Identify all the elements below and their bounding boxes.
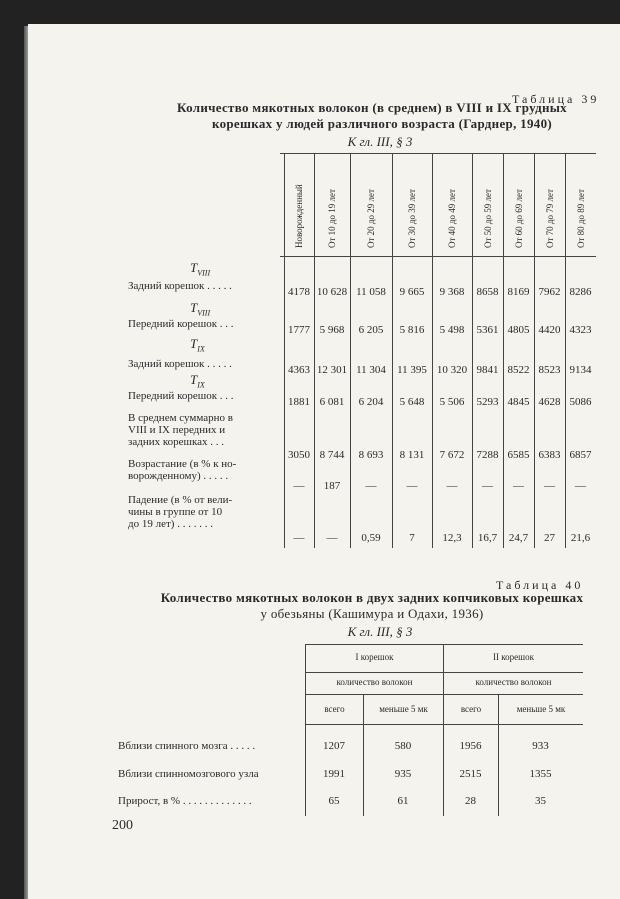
table-cell: — <box>406 480 418 492</box>
table-cell: 935 <box>394 768 412 780</box>
table-39-header-rule <box>280 256 596 257</box>
table-40-head-small2: меньше 5 мк <box>516 704 566 714</box>
table-40-top-rule <box>305 644 583 645</box>
table-cell: 12 301 <box>316 364 348 376</box>
row-label: Вблизи спинного мозга . . . . . <box>118 740 256 752</box>
table-cell: 16,7 <box>477 532 498 544</box>
table-cell: 6 081 <box>319 396 345 408</box>
table-39-caption-line1: Количество мякотных волокон (в среднем) в VIII и IX грудных <box>177 100 567 115</box>
table-cell: 61 <box>397 795 409 807</box>
row-label: Прирост, в % . . . . . . . . . . . . . <box>118 795 252 807</box>
table-cell: — <box>544 480 555 492</box>
table-40-divider-mid <box>443 644 444 816</box>
table-cell: 8 131 <box>399 449 425 461</box>
table-40-divider-0 <box>305 644 306 816</box>
table-cell: 8 744 <box>319 449 345 461</box>
table-40-head-small1: меньше 5 мк <box>379 704 428 714</box>
table-cell: 933 <box>532 740 549 752</box>
row-label: В среднем суммарно в <box>128 412 233 424</box>
table-cell: 4363 <box>288 364 310 376</box>
table-cell: 8286 <box>569 286 592 298</box>
table-40-number: Таблица 40 <box>496 578 584 592</box>
row-label: чины в группе от 10 <box>128 506 223 518</box>
row-label: Задний корешок . . . . . <box>128 358 232 370</box>
column-header-5: От 40 до 49 лет <box>447 189 457 248</box>
row-label: Вблизи спинномозгового узла <box>118 768 259 780</box>
table-cell: 8169 <box>507 286 530 298</box>
table-cell: 5361 <box>476 324 499 336</box>
table-cell: 1777 <box>288 324 310 336</box>
table-40-head-count1: количество волокон <box>336 677 413 687</box>
table-cell: 7962 <box>538 286 561 298</box>
column-header-4: От 30 до 39 лет <box>407 189 417 248</box>
table-cell: — <box>293 480 305 492</box>
table-cell: 9 665 <box>399 286 425 298</box>
table-40-head-total2: всего <box>460 704 482 714</box>
table-40-rule-2 <box>305 672 583 673</box>
row-label: до 19 лет) . . . . . . . <box>128 518 213 530</box>
row-label: задних корешках . . . <box>128 436 225 448</box>
table-cell: 5 816 <box>399 324 425 336</box>
column-header-1: Новорожденный <box>294 184 304 248</box>
table-cell: 4178 <box>288 286 310 298</box>
table-39-caption-line2: корешках у людей различного возраста (Гарднер, 1940) <box>211 116 552 131</box>
table-cell: 7288 <box>476 449 499 461</box>
table-cell: 4323 <box>569 324 592 336</box>
table-39-top-rule <box>280 153 596 154</box>
table-cell: — <box>482 480 493 492</box>
table-39-reference: К гл. III, § 3 <box>347 134 413 149</box>
group-label-t-ix-2: $T_{IX}$ <box>190 372 205 390</box>
table-cell: 28 <box>465 795 476 807</box>
table-cell: 8658 <box>476 286 499 298</box>
group-label-t-viii-1: $T_{VIII}$ <box>190 260 211 278</box>
table-cell: 10 628 <box>316 286 348 298</box>
column-header-9: От 80 до 89 лет <box>575 189 586 248</box>
table-cell: 21,6 <box>570 532 591 544</box>
table-40-caption-line1: Количество мякотных волокон в двух задних копчиковых корешках <box>160 590 584 605</box>
table-cell: 5086 <box>569 396 592 408</box>
table-cell: 6 205 <box>358 324 384 336</box>
row-label: Падение (в % от вели- <box>128 494 233 506</box>
table-cell: 8522 <box>507 364 530 376</box>
table-40-head-root1: I корешок <box>355 652 394 662</box>
table-40-header-rule <box>305 724 583 725</box>
table-cell: 1956 <box>459 740 482 752</box>
table-cell: 9 368 <box>439 286 465 298</box>
table-cell: — <box>575 480 586 492</box>
table-cell: 9134 <box>569 364 592 376</box>
row-label: Передний корешок . . . <box>128 318 234 330</box>
row-label: Задний корешок . . . . . <box>128 280 232 292</box>
table-cell: 1991 <box>323 768 345 780</box>
table-40-reference: К гл. III, § 3 <box>347 624 413 639</box>
row-label: VIII и IX передних и <box>128 424 226 436</box>
table-40-head-root2: II корешок <box>493 652 534 662</box>
table-cell: 580 <box>394 740 412 752</box>
table-cell: 1355 <box>529 768 552 780</box>
column-header-3: От 20 до 29 лет <box>366 189 376 248</box>
table-cell: 1881 <box>288 396 310 408</box>
table-cell: 4845 <box>507 396 530 408</box>
table-cell: 24,7 <box>508 532 529 544</box>
table-cell: 6857 <box>569 449 592 461</box>
column-header-2: От 10 до 19 лет <box>327 189 337 248</box>
table-cell: 5293 <box>476 396 499 408</box>
table-cell: 7 <box>409 532 415 544</box>
table-39-number: Таблица 39 <box>512 92 600 106</box>
table-cell: 6 204 <box>358 396 384 408</box>
table-cell: — <box>365 480 377 492</box>
table-cell: 4805 <box>507 324 530 336</box>
table-cell: 0,59 <box>361 532 381 544</box>
row-label: Возрастание (в % к но- <box>128 458 237 470</box>
table-cell: — <box>326 532 338 544</box>
table-40-rule-3 <box>305 694 583 695</box>
table-cell: — <box>293 532 305 544</box>
table-cell: 7 672 <box>439 449 465 461</box>
table-cell: 6585 <box>507 449 530 461</box>
table-cell: 187 <box>323 480 341 492</box>
table-cell: — <box>513 480 524 492</box>
table-cell: 8 693 <box>358 449 384 461</box>
table-cell: 10 320 <box>436 364 468 376</box>
column-header-6: От 50 до 59 лет <box>482 189 493 248</box>
table-40-caption-line2: у обезьяны (Кашимура и Одахи, 1936) <box>260 606 484 621</box>
table-cell: 9841 <box>476 364 499 376</box>
table-cell: 6383 <box>538 449 561 461</box>
table-cell: 11 304 <box>356 364 386 376</box>
table-cell: 5 968 <box>319 324 345 336</box>
table-cell: 5 506 <box>439 396 465 408</box>
table-cell: 2515 <box>459 768 482 780</box>
table-cell: 8523 <box>538 364 561 376</box>
table-cell: 1207 <box>323 740 345 752</box>
table-40-head-total1: всего <box>324 704 345 714</box>
group-label-t-viii-2: $T_{VIII}$ <box>190 300 211 318</box>
column-header-8: От 70 до 79 лет <box>544 189 555 248</box>
table-cell: 4420 <box>538 324 561 336</box>
table-cell: 65 <box>328 795 340 807</box>
table-cell: 5 498 <box>439 324 465 336</box>
table-cell: 35 <box>535 795 546 807</box>
column-header-7: От 60 до 69 лет <box>513 189 524 248</box>
table-cell: 5 648 <box>399 396 425 408</box>
table-40-head-count2: количество волокон <box>475 677 552 687</box>
table-cell: 11 058 <box>356 286 386 298</box>
page-number: 200 <box>112 818 133 833</box>
table-cell: — <box>446 480 458 492</box>
row-label: Передний корешок . . . <box>128 390 234 402</box>
table-cell: 11 395 <box>397 364 427 376</box>
row-label: ворожденному) . . . . . <box>128 470 229 482</box>
table-cell: 4628 <box>538 396 561 408</box>
group-label-t-ix-1: $T_{IX}$ <box>190 336 205 354</box>
table-cell: 27 <box>544 532 555 544</box>
table-cell: 12,3 <box>442 532 462 544</box>
table-cell: 3050 <box>288 449 310 461</box>
